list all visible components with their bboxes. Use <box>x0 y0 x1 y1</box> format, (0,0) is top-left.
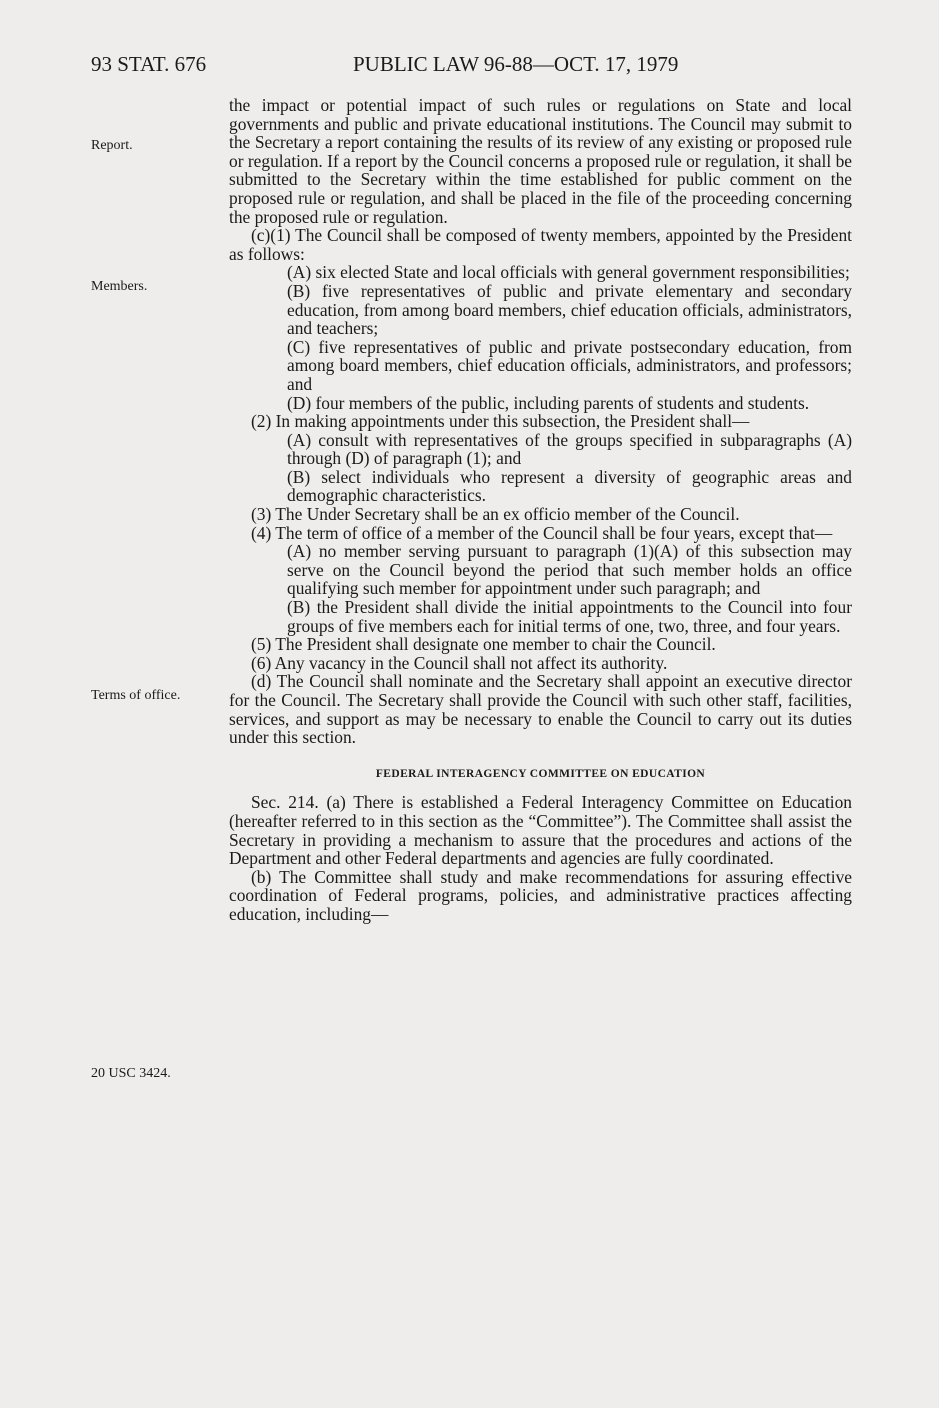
paragraph-intro: the impact or potential impact of such rules or regulations on State and local governments and public and private educational institutions. The Council may submit to the Secretary a report containing the results of its review of any existing or proposed rule or regulation. If a report by the Council concerns a proposed rule or regulation, it shall be submitted to the Secretary within the time established for public comment on the proposed rule or regulation, and shall be placed in the file of the proceeding concerning the proposed rule or regulation. <box>229 95 852 227</box>
paragraph-c2b: (B) select individuals who represent a diversity of geographic areas and demographic characteristics. <box>287 466 852 506</box>
paragraph-c4a: (A) no member serving pursuant to paragraph (1)(A) of this subsection may serve on the Council beyond the period that such member holds an office qualifying such member for appointment under such paragraph; and <box>287 541 852 599</box>
margin-note-members: Members. <box>91 279 148 294</box>
paragraph-c4b: (B) the President shall divide the initial appointments to the Council into four groups of five members each for initial terms of one, two, three, and four years. <box>287 597 852 636</box>
margin-note-report: Report. <box>91 138 133 153</box>
paragraph-sec214a: Sec. 214. (a) There is established a Federal Interagency Committee on Education (hereafter referred to in this section as the “Committee”). The Committee shall assist the Secretary in providing a mechanism to assure that the procedures and actions of the Department and other Federal departments and agencies are fully coordinated. <box>229 792 852 869</box>
paragraph-c6: (6) Any vacancy in the Council shall not affect its authority. <box>251 652 668 673</box>
paragraph-c1c: (C) five representatives of public and private postsecondary education, from among board members, chief education officials, administrators, and professors; and <box>287 336 852 394</box>
paragraph-d: (d) The Council shall nominate and the Secretary shall appoint an executive director for the Council. The Secretary shall provide the Council with such other staff, facilities, services, and support as may be necessary to enable the Council to carry out its duties under this section. <box>229 671 852 748</box>
paragraph-sec214b: (b) The Committee shall study and make recommendations for assuring effective coordination of Federal programs, policies, and administrative practices affecting education, including— <box>229 866 852 924</box>
margin-note-terms: Terms of office. <box>91 688 181 703</box>
paragraph-c4: (4) The term of office of a member of the Council shall be four years, except that— <box>251 522 833 543</box>
paragraph-c5: (5) The President shall designate one member to chair the Council. <box>251 634 716 655</box>
page-title: PUBLIC LAW 96-88—OCT. 17, 1979 <box>353 52 679 76</box>
body-text <box>229 96 852 924</box>
paragraph-c1a: (A) six elected State and local officials with general government responsibilities; <box>287 262 850 283</box>
paragraph-c2a: (A) consult with representatives of the groups specified in subparagraphs (A) through (D) of paragraph (1); and <box>287 429 852 469</box>
section-heading: FEDERAL INTERAGENCY COMMITTEE ON EDUCATION <box>375 767 706 780</box>
paragraph-c1: (c)(1) The Council shall be composed of twenty members, appointed by the President as follows: <box>229 225 852 264</box>
page-reference: 93 STAT. 676 <box>91 52 207 76</box>
paragraph-c1b: (B) five representatives of public and private elementary and secondary education, from among board members, chief education officials, administrators, and teachers; <box>287 280 852 339</box>
paragraph-c1d: (D) four members of the public, including parents of students and students. <box>287 392 810 413</box>
paragraph-c3: (3) The Under Secretary shall be an ex officio member of the Council. <box>251 504 740 525</box>
margin-note-usc: 20 USC 3424. <box>91 1066 171 1081</box>
paragraph-c2: (2) In making appointments under this subsection, the President shall— <box>251 411 750 432</box>
